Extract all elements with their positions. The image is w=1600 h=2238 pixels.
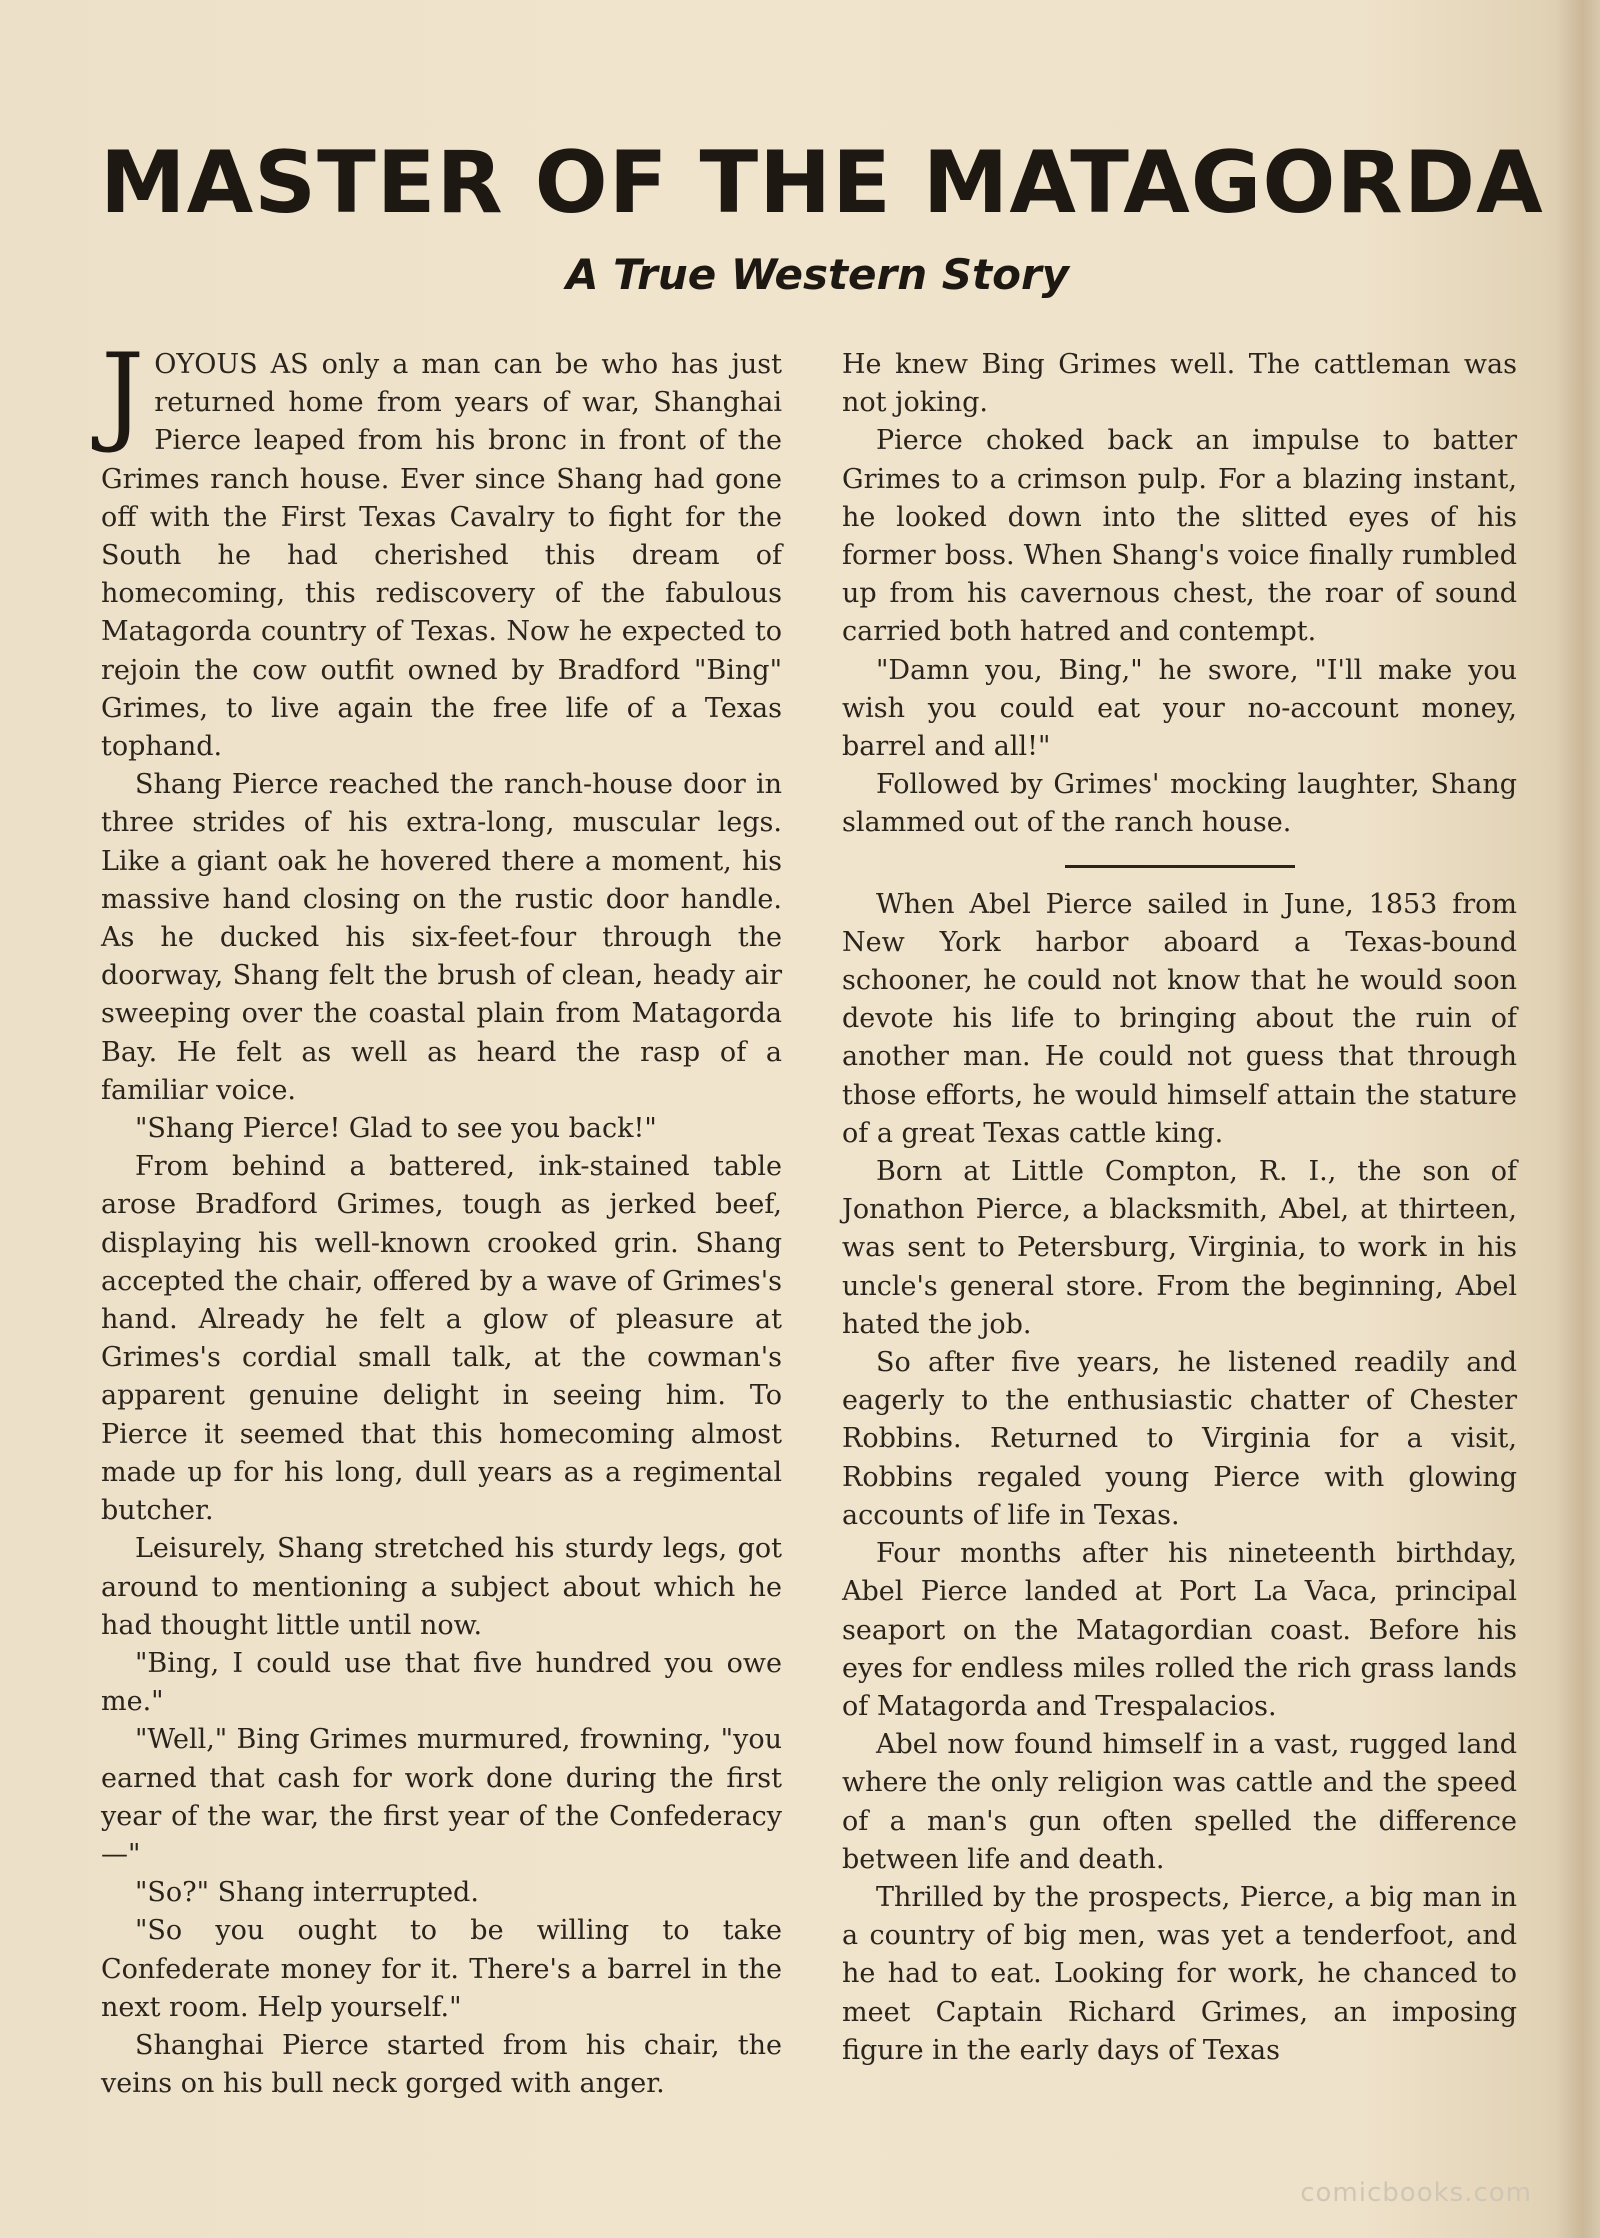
section-divider — [1065, 865, 1295, 868]
paragraph: Born at Little Compton, R. I., the son of Jonathon Pierce, a blacksmith, Abel, at thirteen, was sent to Petersburg, Virginia, to work in his uncle's general store. From the beginning, Abel hated the job. — [842, 1156, 1517, 1340]
paragraph: Shang Pierce reached the ranch-house door in three strides of his extra-long, muscular legs. Like a giant oak he hovered there a moment, his massive hand closing on the rustic door handle. As he ducked his six-feet-four through the doorway, Shang felt the brush of clean, heady air sweeping over the coastal plain from Matagorda Bay. He felt as well as heard the rasp of a familiar voice. — [101, 769, 782, 1106]
right-column — [842, 346, 1517, 2070]
story-title: MASTER OF THE MATAGORDA — [100, 133, 1544, 233]
paragraph: "So you ought to be willing to take Confederate money for it. There's a barrel in the next room. Help yourself." — [101, 1915, 782, 2023]
paragraph: Four months after his nineteenth birthday, Abel Pierce landed at Port La Vaca, principal seaport on the Matagordian coast. Before his eyes for endless miles rolled the rich grass lands of Matagorda and Trespalacios. — [842, 1538, 1517, 1722]
paragraph: When Abel Pierce sailed in June, 1853 from New York harbor aboard a Texas-bound schooner, he could not know that he would soon devote his life to bringing about the ruin of another man. He could not guess that through those efforts, he would himself attain the stature of a great Texas cattle king. — [842, 888, 1517, 1149]
paragraph: "Well," Bing Grimes murmured, frowning, "you earned that cash for work done during the first year of the war, the first year of the Confederacy—" — [101, 1724, 782, 1870]
left-column — [101, 331, 782, 2103]
paragraph: From behind a battered, ink-stained table arose Bradford Grimes, tough as jerked beef, displaying his well-known crooked grin. Shang accepted the chair, offered by a wave of Grimes's hand. Already he felt a glow of pleasure at Grimes's cordial small talk, at the cowman's apparent genuine delight in seeing him. To Pierce it seemed that this homecoming almost made up for his long, dull years as a regimental butcher. — [101, 1151, 782, 1527]
paragraph: So after five years, he listened readily and eagerly to the enthusiastic chatter of Chester Robbins. Returned to Virginia for a visit, Robbins regaled young Pierce with glowing accounts of life in Texas. — [842, 1347, 1517, 1531]
drop-cap: J — [101, 331, 145, 456]
page-edge — [1556, 0, 1600, 2238]
paragraph: "Damn you, Bing," he swore, "I'll make you wish you could eat your no-account money, barrel and all!" — [842, 654, 1517, 763]
paragraph: "Shang Pierce! Glad to see you back!" — [135, 1113, 657, 1145]
paragraph: Shanghai Pierce started from his chair, the veins on his bull neck gorged with anger. — [101, 2029, 782, 2100]
opening-paragraph — [101, 331, 782, 766]
story-subtitle: A True Western Story — [565, 250, 1070, 299]
paragraph: He knew Bing Grimes well. The cattleman was not joking. — [842, 349, 1517, 419]
paragraph: "Bing, I could use that five hundred you owe me." — [101, 1647, 782, 1718]
paragraph-text: OYOUS AS only a man can be who has just returned home from years of war, Shanghai Pierce leaped from his bronc in front of the Grimes ranch house. Ever since Shang had gone off with the First Texas Cavalry to fight for the South he had cherished this dream of homecoming, this rediscovery of the fabulous Matagorda country of Texas. Now he expected to rejoin the cow outfit owned by Bradford "Bing" Grimes, to live again the free life of a Texas tophand. — [101, 349, 782, 763]
site-watermark: comicbooks.com — [1300, 2178, 1532, 2208]
paragraph: "So?" Shang interrupted. — [135, 1877, 479, 1909]
paragraph: Followed by Grimes' mocking laughter, Shang slammed out of the ranch house. — [842, 769, 1517, 839]
paragraph: Abel now found himself in a vast, rugged land where the only religion was cattle and the speed of a man's gun often spelled the difference between life and death. — [842, 1729, 1517, 1875]
paragraph: Thrilled by the prospects, Pierce, a big man in a country of big men, was yet a tenderfoot, and he had to eat. Looking for work, he chanced to meet Captain Richard Grimes, an imposing figure in the early days of Texas — [842, 1881, 1517, 2066]
paragraph: Leisurely, Shang stretched his sturdy legs, got around to mentioning a subject about which he had thought little until now. — [101, 1533, 782, 1641]
paragraph: Pierce choked back an impulse to batter Grimes to a crimson pulp. For a blazing instant, he looked down into the slitted eyes of his former boss. When Shang's voice finally rumbled up from his cavernous chest, the roar of sound carried both hatred and contempt. — [842, 425, 1517, 648]
